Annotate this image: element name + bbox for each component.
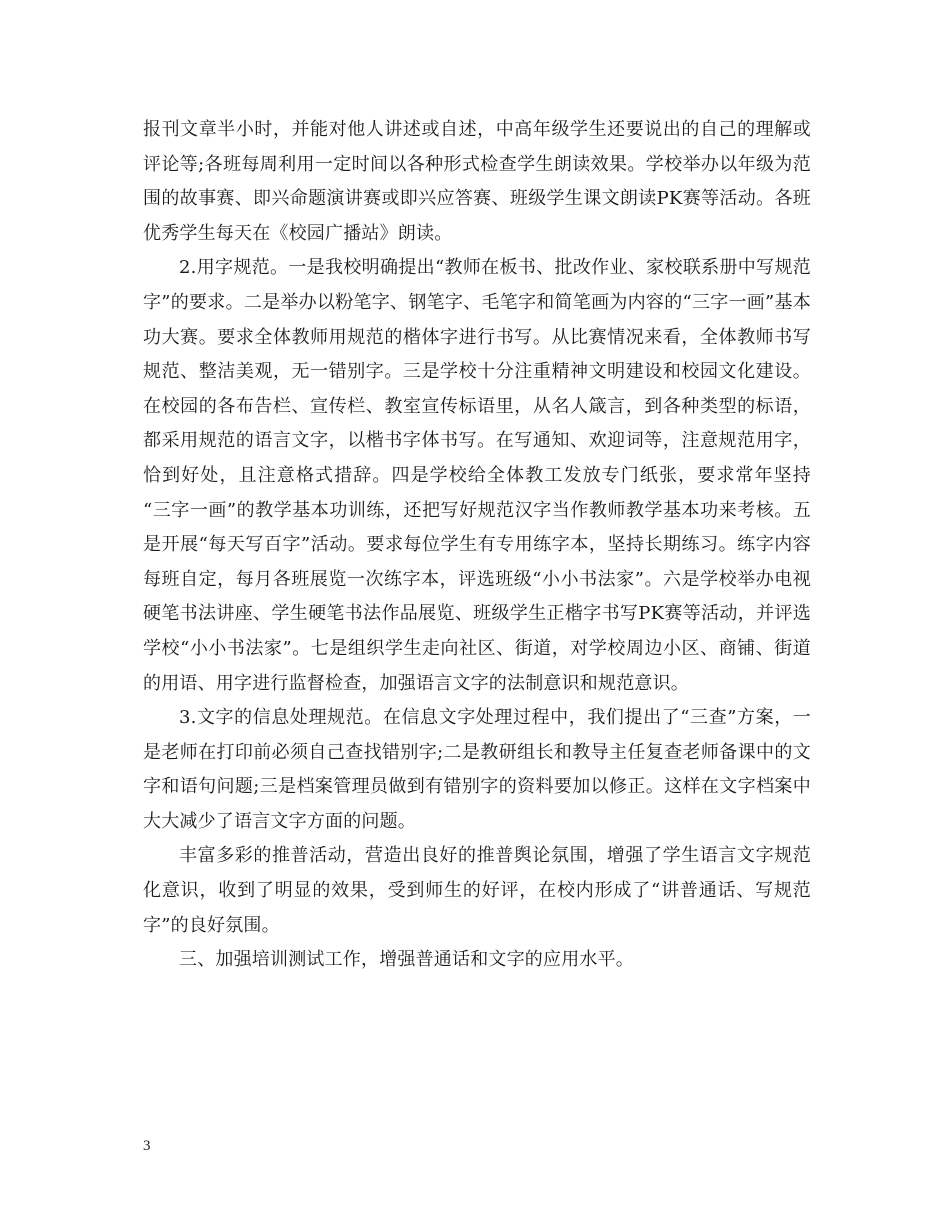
paragraph-reading-activities: 报刊文章半小时，并能对他人讲述或自述，中高年级学生还要说出的自己的理解或评论等;各班每周利用一定时间以各种形式检查学生朗读效果。学校举办以年级为范围的故事赛、即兴命题演讲赛或即兴应答赛、班级学生课文朗读PK赛等活动。各班优秀学生每天在《校园广播站》朗读。 (143, 119, 811, 244)
paragraph-writing-standards: 2.用字规范。一是我校明确提出“教师在板书、批改作业、家校联系册中写规范字”的要求。二是举办以粉笔字、钢笔字、毛笔字和简笔画为内容的“三字一画”基本功大赛。要求全体教师用规范的楷体字进行书写。从比赛情况来看，全体教师书写规范、整洁美观，无一错别字。三是学校十分注重精神文明建设和校园文化建设。在校园的各布告栏、宣传栏、教室宣传标语里，从名人箴言，到各种类型的标语，都采用规范的语言文字，以楷书字体书写。在写通知、欢迎词等，注意规范用字，恰到好处，且注意格式措辞。四是学校给全体教工发放专门纸张，要求常年坚持 “三字一画”的教学基本功训练，还把写好规范汉字当作教师教学基本功来考核。五是开展“每天写百字”活动。要求每位学生有专用练字本，坚持长期练习。练字内容每班自定，每月各班展览一次练字本，评选班级“小小书法家”。六是学校举办电视硬笔书法讲座、学生硬笔书法作品展览、班级学生正楷字书写PK赛等活动，并评选学校“小小书法家”。七是组织学生走向社区、街道，对学校周边小区、商铺、街道的用语、用字进行监督检查，加强语言文字的法制意识和规范意识。 (143, 257, 811, 694)
page-number: 3 (143, 1138, 151, 1154)
section-heading-training: 三、加强培训测试工作，增强普通话和文字的应用水平。 (179, 949, 634, 971)
paragraph-text-processing: 3.文字的信息处理规范。在信息文字处理过程中，我们提出了“三查”方案，一是老师在打印前必须自己查找错别字;二是教研组长和教导主任复查老师备课中的文字和语句问题;三是档案管理员做到有错别字的资料要加以修正。这样在文字档案中大大减少了语言文字方面的问题。 (143, 707, 811, 832)
document-body (143, 113, 811, 978)
paragraph-promotion-summary: 丰富多彩的推普活动，营造出良好的推普舆论氛围，增强了学生语言文字规范化意识，收到了明显的效果，受到师生的好评，在校内形成了“讲普通话、写规范字”的良好氛围。 (143, 845, 811, 936)
